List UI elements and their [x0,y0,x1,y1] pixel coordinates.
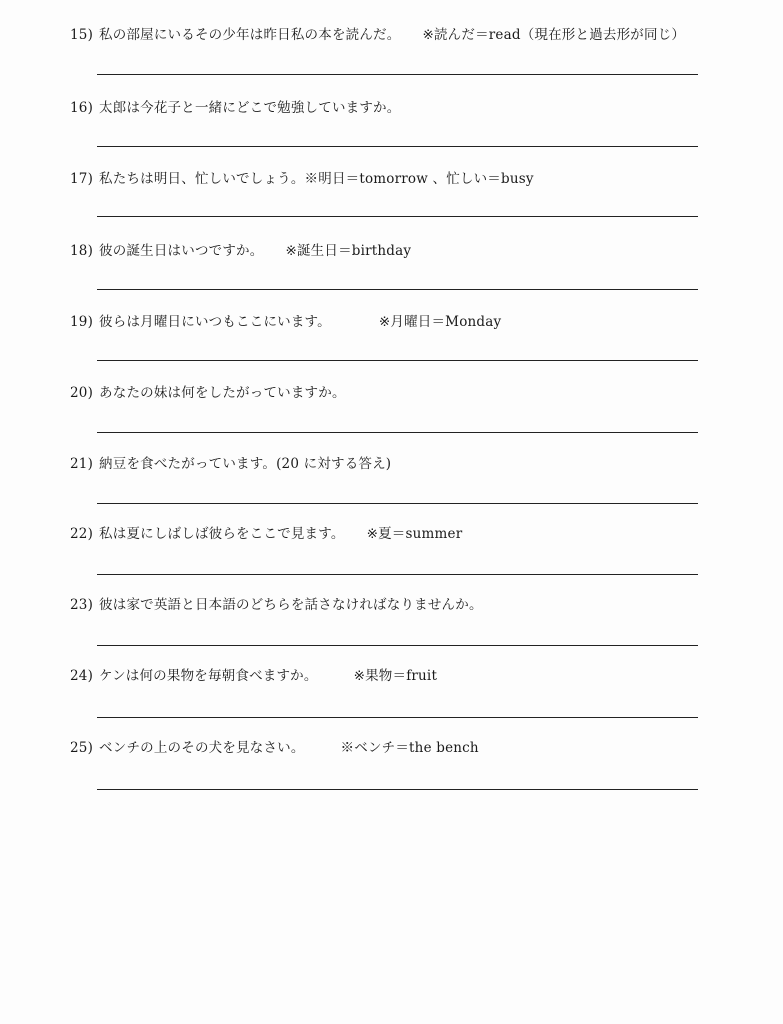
question-prompt [70,26,685,44]
question-prompt [70,525,462,543]
question-number: 17) [70,171,94,187]
question-22 [70,525,710,585]
answer-line[interactable] [97,74,698,75]
answer-line[interactable] [97,503,698,504]
answer-line[interactable] [97,216,698,217]
question-sentence: ベンチの上のその犬を見なさい。 [99,740,305,756]
question-number: 20) [70,385,94,401]
answer-line[interactable] [97,360,698,361]
vocabulary-hint: ※読んだ＝read（現在形と過去形が同じ） [422,27,686,43]
question-18 [70,242,710,302]
answer-line[interactable] [97,432,698,433]
question-16 [70,99,710,159]
vocabulary-hint: ※誕生日＝birthday [285,243,412,259]
vocabulary-hint: ※果物＝fruit [353,668,438,684]
answer-line[interactable] [97,574,698,575]
question-prompt [70,99,400,117]
question-number: 15) [70,27,94,43]
question-sentence: 私たちは明日、忙しいでしょう。 [99,171,305,187]
question-prompt [70,313,501,331]
question-sentence: あなたの妹は何をしたがっていますか。 [99,385,346,401]
question-number: 19) [70,314,94,330]
question-prompt [70,242,411,260]
question-number: 16) [70,100,94,116]
question-23 [70,596,710,656]
question-number: 21) [70,456,94,472]
question-sentence: 納豆を食べたがっています。(20 に対する答え) [99,456,392,472]
answer-line[interactable] [97,146,698,147]
question-number: 23) [70,597,94,613]
question-sentence: 彼の誕生日はいつですか。 [99,243,264,259]
answer-line[interactable] [97,717,698,718]
question-number: 22) [70,526,94,542]
vocabulary-hint: ※明日＝tomorrow 、忙しい＝busy [304,171,534,187]
question-prompt [70,667,437,685]
question-sentence: 私の部屋にいるその少年は昨日私の本を読んだ。 [99,27,401,43]
question-number: 24) [70,668,94,684]
question-25 [70,739,710,799]
question-sentence: 太郎は今花子と一緒にどこで勉強していますか。 [99,100,401,116]
question-prompt [70,455,391,473]
question-sentence: 私は夏にしばしば彼らをここで見ます。 [99,526,345,542]
vocabulary-hint: ※ベンチ＝the bench [340,740,479,756]
question-prompt [70,596,483,614]
question-prompt [70,384,346,402]
question-prompt [70,170,534,188]
question-sentence: ケンは何の果物を毎朝食べますか。 [99,668,318,684]
question-19 [70,313,710,373]
question-24 [70,667,710,727]
question-15 [70,26,710,86]
question-number: 18) [70,243,94,259]
answer-line[interactable] [97,789,698,790]
answer-line[interactable] [97,645,698,646]
question-17 [70,170,710,230]
question-prompt [70,739,479,757]
question-sentence: 彼らは月曜日にいつもここにいます。 [99,314,331,330]
vocabulary-hint: ※夏＝summer [366,526,463,542]
question-sentence: 彼は家で英語と日本語のどちらを話さなければなりませんか。 [99,597,483,613]
question-21 [70,455,710,515]
vocabulary-hint: ※月曜日＝Monday [378,314,502,330]
question-20 [70,384,710,444]
answer-line[interactable] [97,289,698,290]
question-number: 25) [70,740,94,756]
